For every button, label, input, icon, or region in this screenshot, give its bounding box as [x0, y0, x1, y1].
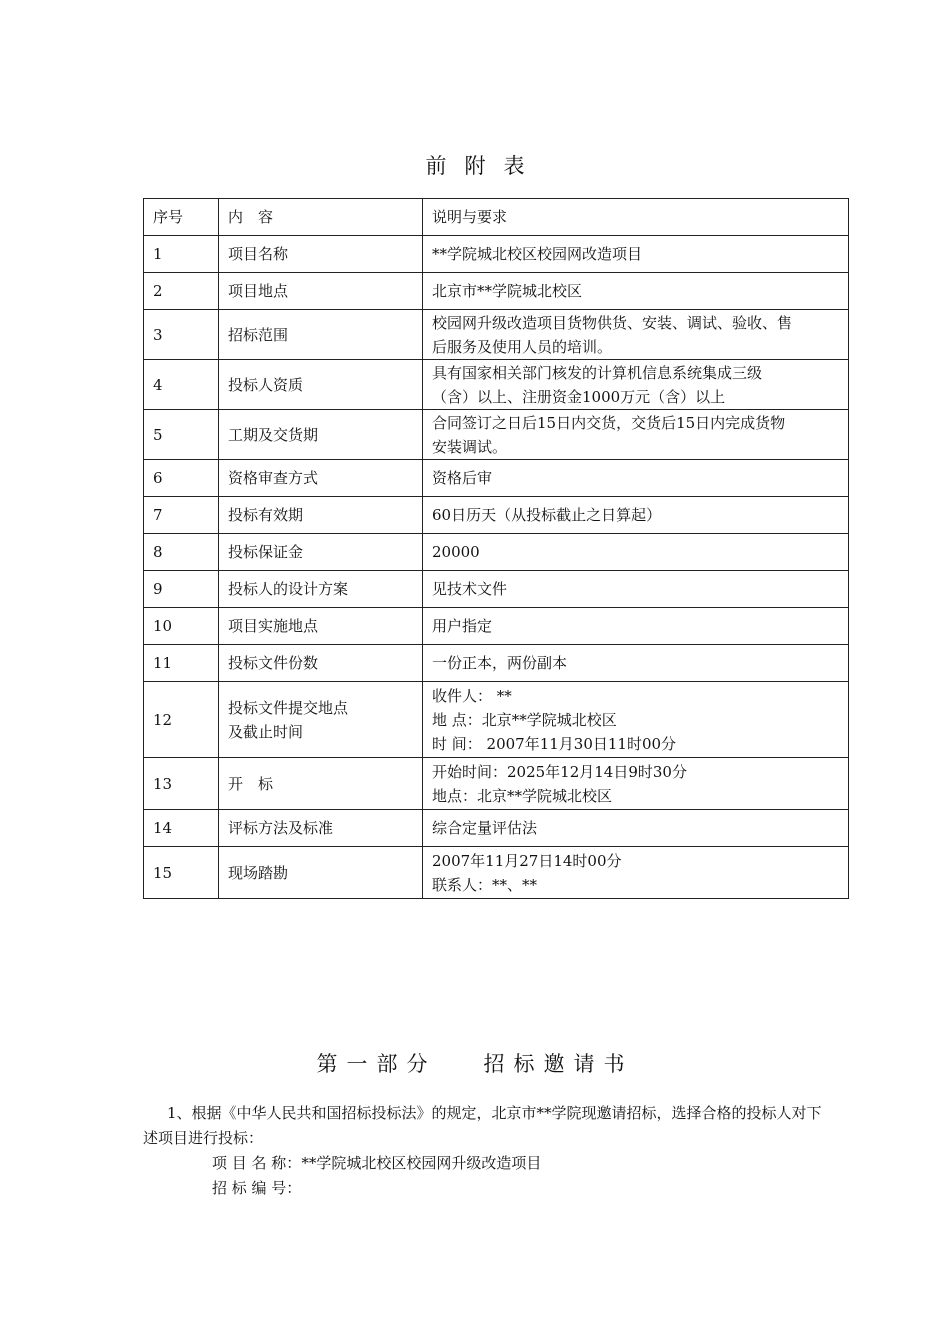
- row-description-line: 见技术文件: [432, 580, 508, 598]
- row-item: [219, 534, 423, 571]
- table-row: [144, 236, 849, 273]
- row-item-line: 工期及交货期: [228, 425, 319, 444]
- table-header-row: [144, 199, 849, 236]
- row-number: 10: [144, 608, 219, 645]
- row-description-line: 收件人： **: [432, 686, 512, 705]
- row-number: 8: [144, 534, 219, 571]
- row-description: [423, 273, 849, 310]
- row-item: [219, 460, 423, 497]
- table-row: [144, 273, 849, 310]
- table-row: [144, 682, 849, 758]
- row-item-line: 投标保证金: [228, 543, 304, 561]
- row-number: 4: [144, 360, 219, 410]
- table-row: [144, 360, 849, 410]
- row-description-line: 安装调试。: [432, 437, 508, 456]
- row-description: [423, 236, 849, 273]
- row-item: [219, 645, 423, 682]
- row-description: [423, 360, 849, 410]
- row-item: [219, 682, 423, 758]
- row-number: 6: [144, 460, 219, 497]
- row-number: 2: [144, 273, 219, 310]
- row-description-line: 具有国家相关部门核发的计算机信息系统集成三级: [432, 363, 763, 382]
- row-description: [423, 571, 849, 608]
- table-row: [144, 571, 849, 608]
- row-number: 13: [144, 758, 219, 810]
- row-description-line: 用户指定: [432, 617, 493, 635]
- table-row: [144, 810, 849, 847]
- row-description: [423, 497, 849, 534]
- row-item-line: 及截止时间: [228, 722, 304, 741]
- row-description-line: 后服务及使用人员的培训。: [432, 337, 613, 356]
- row-item-line: 评标方法及标准: [228, 819, 334, 837]
- table-row: [144, 497, 849, 534]
- row-item-line: 投标文件提交地点: [228, 698, 349, 717]
- bid-number-line: [212, 1176, 301, 1201]
- row-item: [219, 758, 423, 810]
- front-table: [143, 198, 849, 899]
- section-title: 第一部分 招标邀请书: [316, 1052, 634, 1076]
- table-row: [144, 758, 849, 810]
- row-number: 14: [144, 810, 219, 847]
- row-item-line: 投标文件份数: [228, 654, 319, 672]
- row-description-line: 开始时间：2025年12月14日9时30分: [432, 762, 687, 781]
- row-item-line: 投标人资质: [228, 375, 304, 394]
- project-name-label: 项 目 名 称：: [212, 1154, 302, 1172]
- row-description: [423, 682, 849, 758]
- row-item: [219, 608, 423, 645]
- row-description-line: 地 点：北京**学院城北校区: [432, 710, 617, 729]
- row-description-line: 2007年11月27日14时00分: [432, 851, 622, 870]
- row-number: 15: [144, 847, 219, 899]
- row-number: 3: [144, 310, 219, 360]
- row-item: [219, 236, 423, 273]
- row-item-line: 项目地点: [228, 282, 289, 300]
- header-item: 内 容: [219, 199, 423, 236]
- table-row: [144, 608, 849, 645]
- row-description: [423, 460, 849, 497]
- row-item: [219, 571, 423, 608]
- row-item: [219, 273, 423, 310]
- row-number: 9: [144, 571, 219, 608]
- front-table-title: 前附表: [425, 154, 543, 178]
- header-desc: 说明与要求: [423, 199, 849, 236]
- table-row: [144, 534, 849, 571]
- bid-number-label: 招 标 编 号：: [212, 1179, 302, 1197]
- row-item: [219, 497, 423, 534]
- row-description-line: 联系人：**、**: [432, 875, 538, 894]
- row-description-line: 60日历天（从投标截止之日算起）: [432, 506, 662, 524]
- header-no: 序号: [144, 199, 219, 236]
- row-number: 1: [144, 236, 219, 273]
- table-row: [144, 410, 849, 460]
- row-item-line: 开 标: [228, 774, 274, 793]
- invitation-paragraph: 1、根据《中华人民共和国招标投标法》的规定，北京市**学院现邀请招标，选择合格的投标人对下述项目进行投标：: [143, 1104, 822, 1147]
- row-item-line: 项目实施地点: [228, 617, 319, 635]
- table-row: [144, 847, 849, 899]
- row-item-line: 现场踏勘: [228, 863, 289, 882]
- project-name-value: **学院城北校区校园网升级改造项目: [301, 1154, 542, 1172]
- row-number: 5: [144, 410, 219, 460]
- table-row: [144, 310, 849, 360]
- row-description-line: 北京市**学院城北校区: [432, 282, 583, 300]
- row-number: 12: [144, 682, 219, 758]
- row-item: [219, 410, 423, 460]
- row-item-line: 项目名称: [228, 245, 289, 263]
- row-number: 7: [144, 497, 219, 534]
- row-description: [423, 410, 849, 460]
- row-item: [219, 360, 423, 410]
- row-item-line: 投标人的设计方案: [228, 580, 349, 598]
- row-item-line: 资格审查方式: [228, 469, 319, 487]
- row-description-line: 20000: [432, 543, 480, 561]
- row-description: [423, 310, 849, 360]
- row-description-line: **学院城北校区校园网改造项目: [432, 245, 643, 263]
- row-description: [423, 645, 849, 682]
- row-description-line: 校园网升级改造项目货物供货、安装、调试、验收、售: [432, 313, 793, 332]
- row-description-line: 一份正本，两份副本: [432, 654, 568, 672]
- row-description: [423, 810, 849, 847]
- row-description-line: 合同签订之日后15日内交货，交货后15日内完成货物: [432, 413, 786, 432]
- row-item-line: 招标范围: [228, 325, 289, 344]
- row-item-line: 投标有效期: [228, 506, 304, 524]
- row-description: [423, 847, 849, 899]
- row-description-line: 地点：北京**学院城北校区: [432, 786, 613, 805]
- row-item: [219, 847, 423, 899]
- table-row: [144, 645, 849, 682]
- table-row: [144, 460, 849, 497]
- row-description-line: 综合定量评估法: [432, 819, 538, 837]
- row-description-line: （含）以上、注册资金1000万元（含）以上: [432, 387, 726, 406]
- row-description-line: 资格后审: [432, 469, 493, 487]
- project-name-line: [212, 1151, 541, 1176]
- row-description: [423, 534, 849, 571]
- row-description: [423, 758, 849, 810]
- row-item: [219, 310, 423, 360]
- row-item: [219, 810, 423, 847]
- row-description: [423, 608, 849, 645]
- row-description-line: 时 间： 2007年11月30日11时00分: [432, 734, 677, 753]
- row-number: 11: [144, 645, 219, 682]
